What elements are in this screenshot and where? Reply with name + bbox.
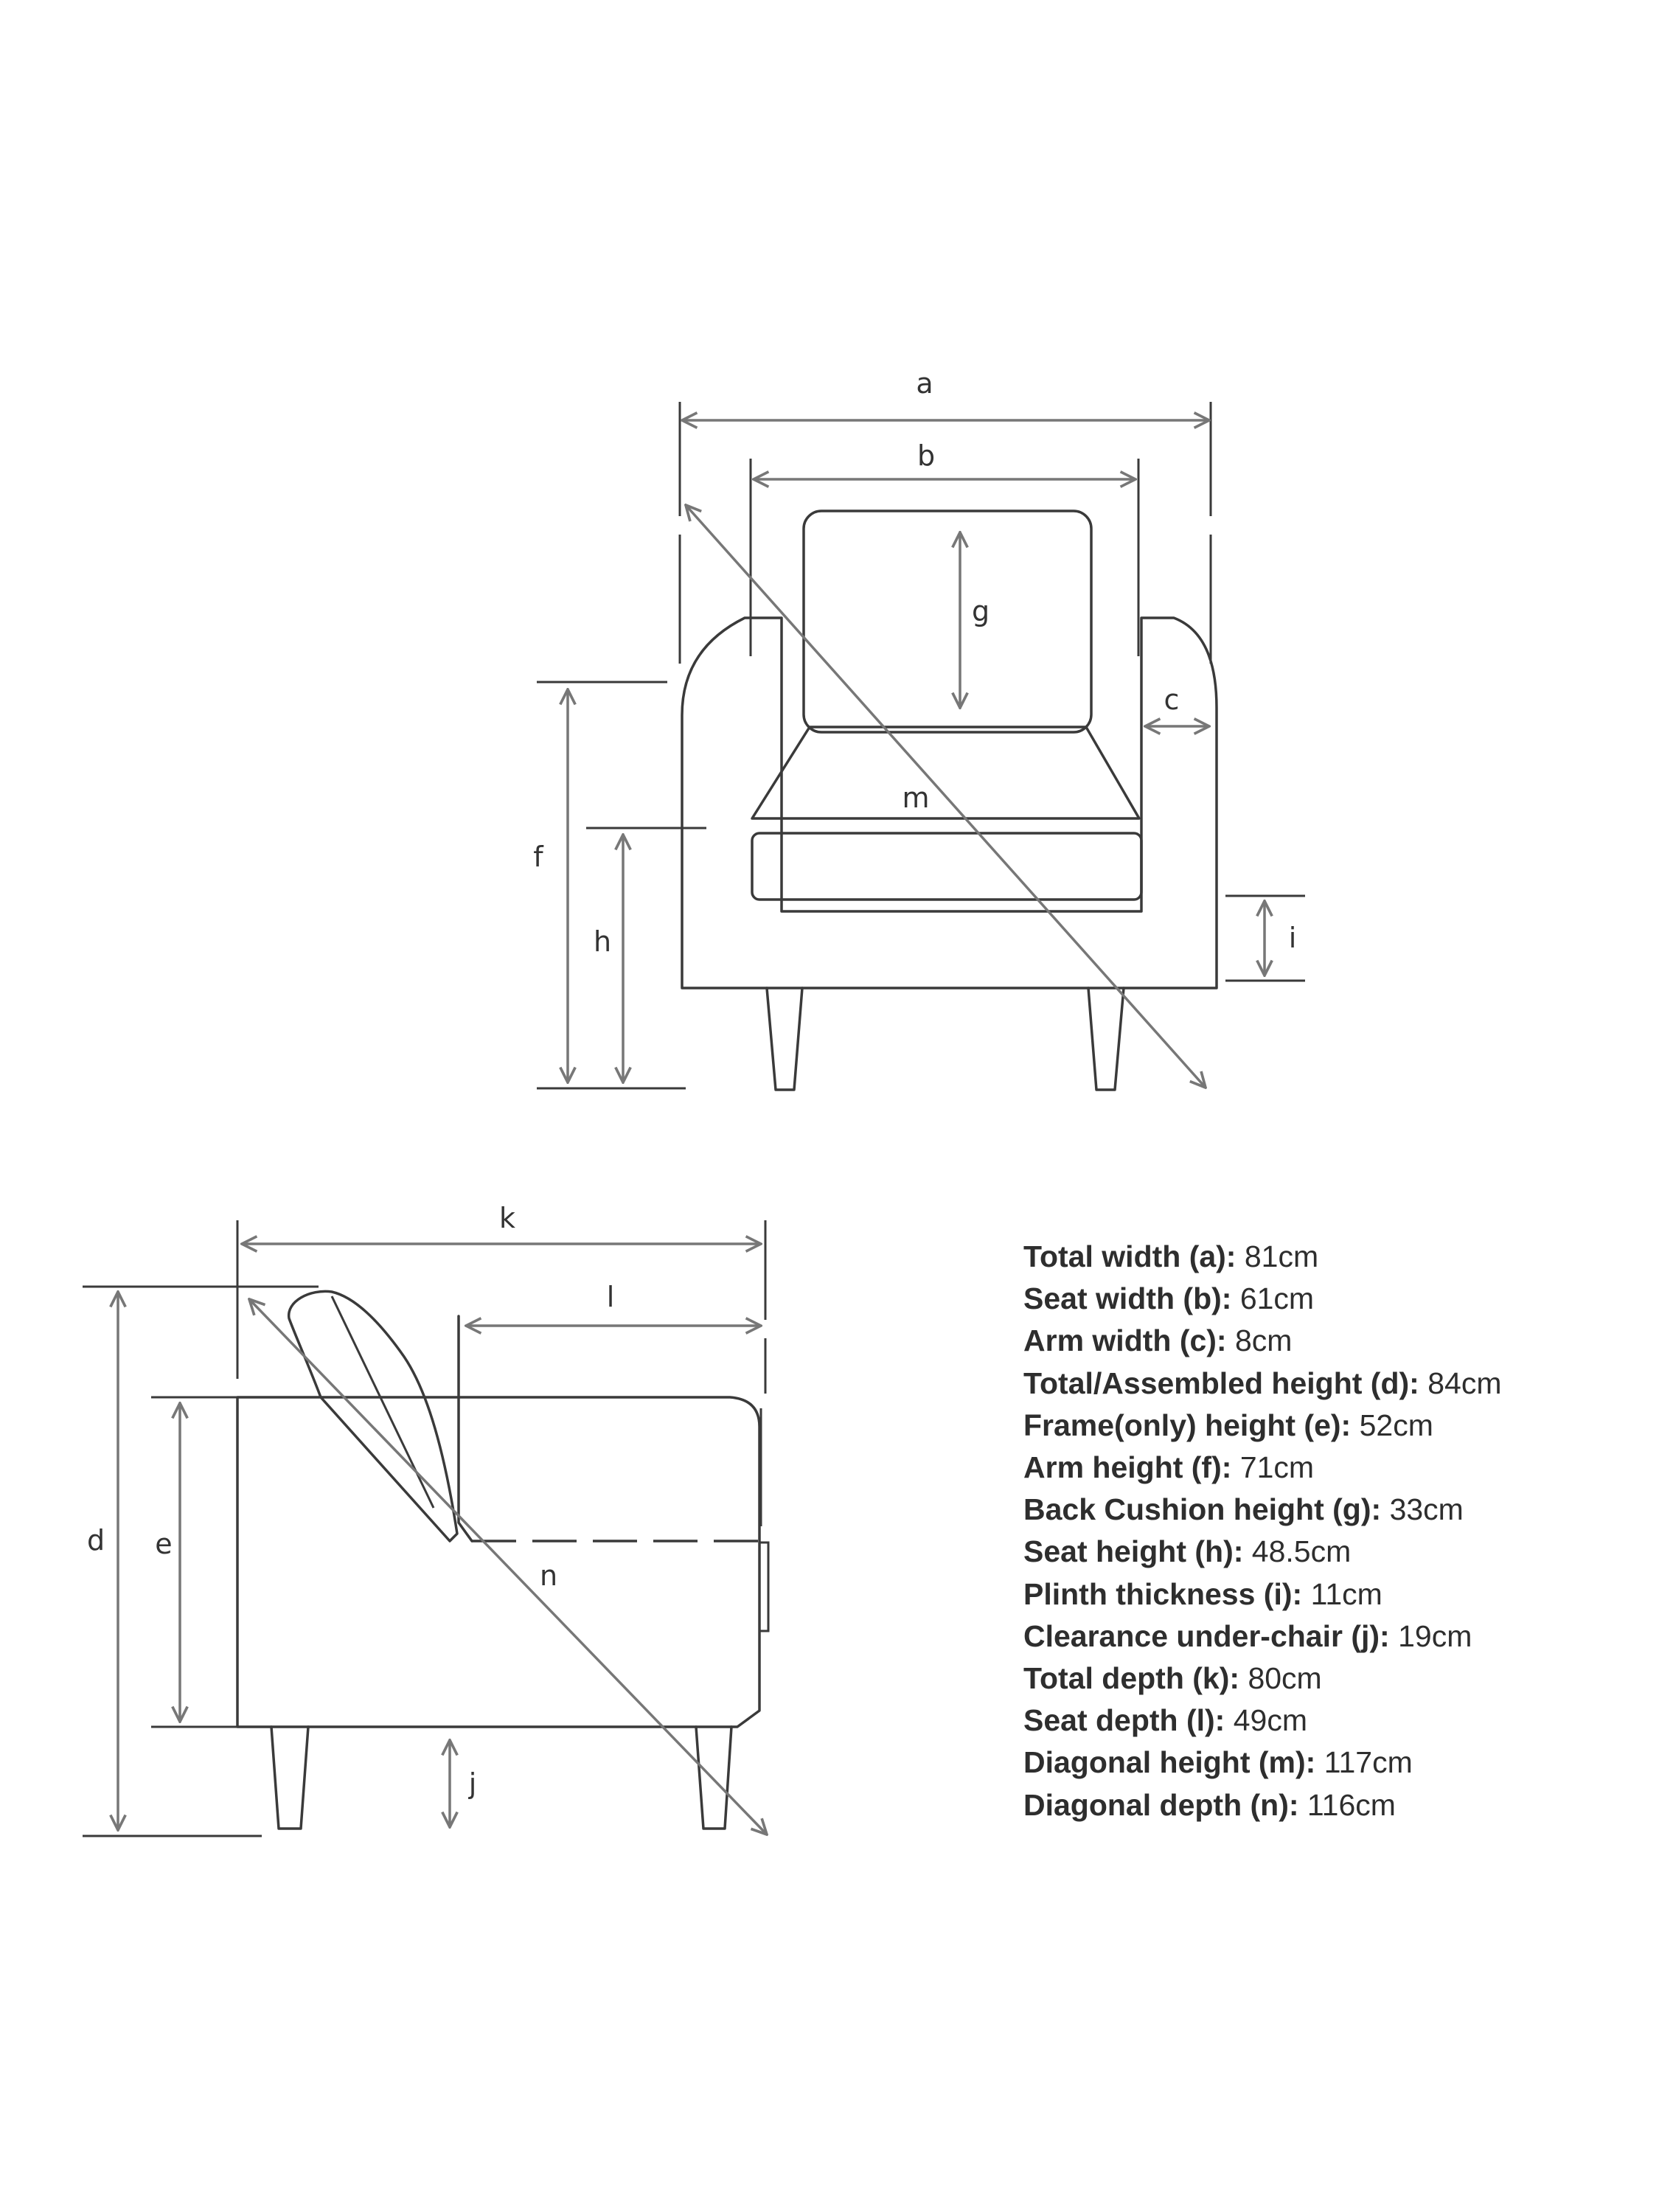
label-f: f <box>533 841 543 873</box>
side-frame <box>237 1397 759 1727</box>
front-leg-right <box>1088 988 1124 1090</box>
label-b: b <box>917 439 936 472</box>
label-m: m <box>902 782 930 814</box>
spec-total-depth: Total depth (k): 80cm <box>1023 1661 1322 1696</box>
dimension-specs-list <box>1023 1236 1501 1826</box>
spec-seat-height: Seat height (h): 48.5cm <box>1023 1534 1352 1569</box>
spec-seat-depth: Seat depth (l): 49cm <box>1023 1703 1307 1738</box>
side-seat-line <box>459 1316 472 1541</box>
spec-arm-width: Arm width (c): 8cm <box>1023 1324 1293 1358</box>
spec-diagonal-height: Diagonal height (m): 117cm <box>1023 1745 1413 1780</box>
label-c: c <box>1164 684 1180 716</box>
side-view <box>83 1202 768 1836</box>
label-n: n <box>539 1559 558 1592</box>
spec-total-height: Total/Assembled height (d): 84cm <box>1023 1366 1502 1400</box>
label-e: e <box>155 1528 173 1560</box>
dim-n <box>249 1299 767 1834</box>
front-leg-left <box>767 988 802 1090</box>
label-i: i <box>1288 922 1297 954</box>
spec-back-cushion-height: Back Cushion height (g): 33cm <box>1023 1492 1464 1527</box>
spec-frame-height: Frame(only) height (e): 52cm <box>1023 1408 1433 1442</box>
side-leg-front <box>271 1727 308 1829</box>
spec-arm-height: Arm height (f): 71cm <box>1023 1450 1315 1485</box>
front-view <box>533 367 1305 1090</box>
spec-total-width: Total width (a): 81cm <box>1023 1239 1319 1273</box>
front-seat-cushion <box>752 833 1141 900</box>
side-back-panel <box>759 1543 768 1631</box>
label-h: h <box>593 925 612 958</box>
label-k: k <box>498 1202 516 1234</box>
label-g: g <box>971 595 990 627</box>
spec-clearance: Clearance under-chair (j): 19cm <box>1023 1618 1472 1653</box>
front-back-cushion <box>804 511 1091 732</box>
label-l: l <box>606 1281 615 1313</box>
front-seat-top <box>752 727 1139 818</box>
label-j: j <box>468 1767 477 1800</box>
label-d: d <box>86 1524 105 1557</box>
spec-diagonal-depth: Diagonal depth (n): 116cm <box>1023 1787 1396 1822</box>
label-a: a <box>916 367 933 400</box>
side-leg-back <box>696 1727 731 1829</box>
spec-plinth-thickness: Plinth thickness (i): 11cm <box>1023 1576 1382 1611</box>
spec-seat-width: Seat width (b): 61cm <box>1023 1281 1315 1316</box>
